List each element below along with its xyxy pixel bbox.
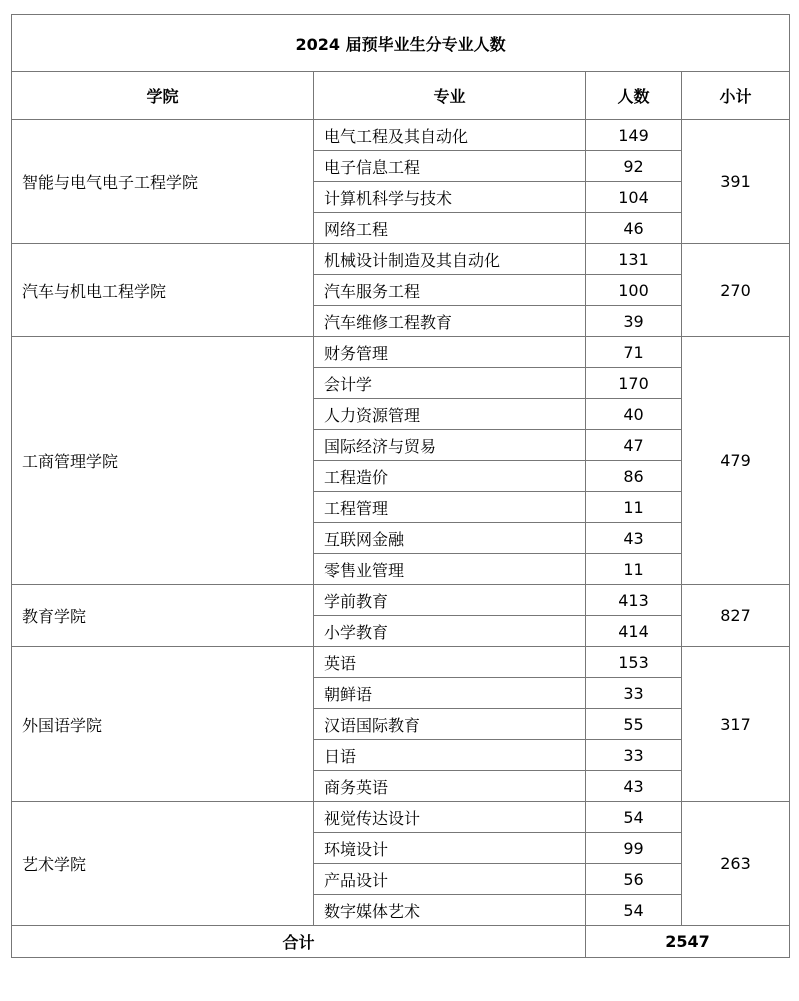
major-count: 149: [586, 120, 682, 151]
college-name: 教育学院: [12, 585, 314, 647]
major-name: 会计学: [314, 368, 586, 399]
header-subtotal: 小计: [682, 72, 790, 120]
major-name: 零售业管理: [314, 554, 586, 585]
college-subtotal: 827: [682, 585, 790, 647]
college-name: 汽车与机电工程学院: [12, 244, 314, 337]
total-label: 合计: [12, 926, 586, 958]
table-row: [12, 802, 790, 833]
major-count: 414: [586, 616, 682, 647]
major-name: 网络工程: [314, 213, 586, 244]
major-count: 153: [586, 647, 682, 678]
college-subtotal: 263: [682, 802, 790, 926]
college-subtotal: 479: [682, 337, 790, 585]
major-name: 电子信息工程: [314, 151, 586, 182]
major-name: 朝鲜语: [314, 678, 586, 709]
major-count: 55: [586, 709, 682, 740]
table-row: [12, 120, 790, 151]
major-count: 131: [586, 244, 682, 275]
major-count: 33: [586, 678, 682, 709]
major-count: 71: [586, 337, 682, 368]
major-name: 机械设计制造及其自动化: [314, 244, 586, 275]
major-count: 11: [586, 492, 682, 523]
table-title: 2024 届预毕业生分专业人数: [12, 15, 790, 72]
major-count: 56: [586, 864, 682, 895]
major-count: 40: [586, 399, 682, 430]
major-name: 汽车服务工程: [314, 275, 586, 306]
major-name: 商务英语: [314, 771, 586, 802]
major-name: 小学教育: [314, 616, 586, 647]
college-name: 艺术学院: [12, 802, 314, 926]
college-subtotal: 270: [682, 244, 790, 337]
major-name: 环境设计: [314, 833, 586, 864]
major-count: 104: [586, 182, 682, 213]
college-name: 外国语学院: [12, 647, 314, 802]
major-name: 汉语国际教育: [314, 709, 586, 740]
major-name: 电气工程及其自动化: [314, 120, 586, 151]
major-name: 国际经济与贸易: [314, 430, 586, 461]
major-name: 财务管理: [314, 337, 586, 368]
major-count: 46: [586, 213, 682, 244]
major-count: 92: [586, 151, 682, 182]
major-count: 11: [586, 554, 682, 585]
major-name: 互联网金融: [314, 523, 586, 554]
majors-table: [11, 14, 790, 958]
college-name: 智能与电气电子工程学院: [12, 120, 314, 244]
major-name: 汽车维修工程教育: [314, 306, 586, 337]
header-row: [12, 72, 790, 120]
table-row: [12, 337, 790, 368]
title-row: [12, 15, 790, 72]
major-name: 数字媒体艺术: [314, 895, 586, 926]
table-row: [12, 244, 790, 275]
major-name: 视觉传达设计: [314, 802, 586, 833]
major-count: 170: [586, 368, 682, 399]
major-count: 47: [586, 430, 682, 461]
major-count: 39: [586, 306, 682, 337]
major-count: 54: [586, 802, 682, 833]
header-major: 专业: [314, 72, 586, 120]
major-name: 计算机科学与技术: [314, 182, 586, 213]
total-row: [12, 926, 790, 958]
major-name: 产品设计: [314, 864, 586, 895]
college-subtotal: 317: [682, 647, 790, 802]
college-subtotal: 391: [682, 120, 790, 244]
college-name: 工商管理学院: [12, 337, 314, 585]
major-name: 日语: [314, 740, 586, 771]
major-name: 人力资源管理: [314, 399, 586, 430]
major-count: 43: [586, 523, 682, 554]
major-count: 100: [586, 275, 682, 306]
major-count: 86: [586, 461, 682, 492]
major-name: 学前教育: [314, 585, 586, 616]
major-name: 工程管理: [314, 492, 586, 523]
major-count: 413: [586, 585, 682, 616]
major-count: 54: [586, 895, 682, 926]
table-row: [12, 647, 790, 678]
major-count: 43: [586, 771, 682, 802]
major-name: 英语: [314, 647, 586, 678]
major-count: 33: [586, 740, 682, 771]
major-count: 99: [586, 833, 682, 864]
header-count: 人数: [586, 72, 682, 120]
major-name: 工程造价: [314, 461, 586, 492]
total-value: 2547: [586, 926, 790, 958]
table-row: [12, 585, 790, 616]
header-college: 学院: [12, 72, 314, 120]
